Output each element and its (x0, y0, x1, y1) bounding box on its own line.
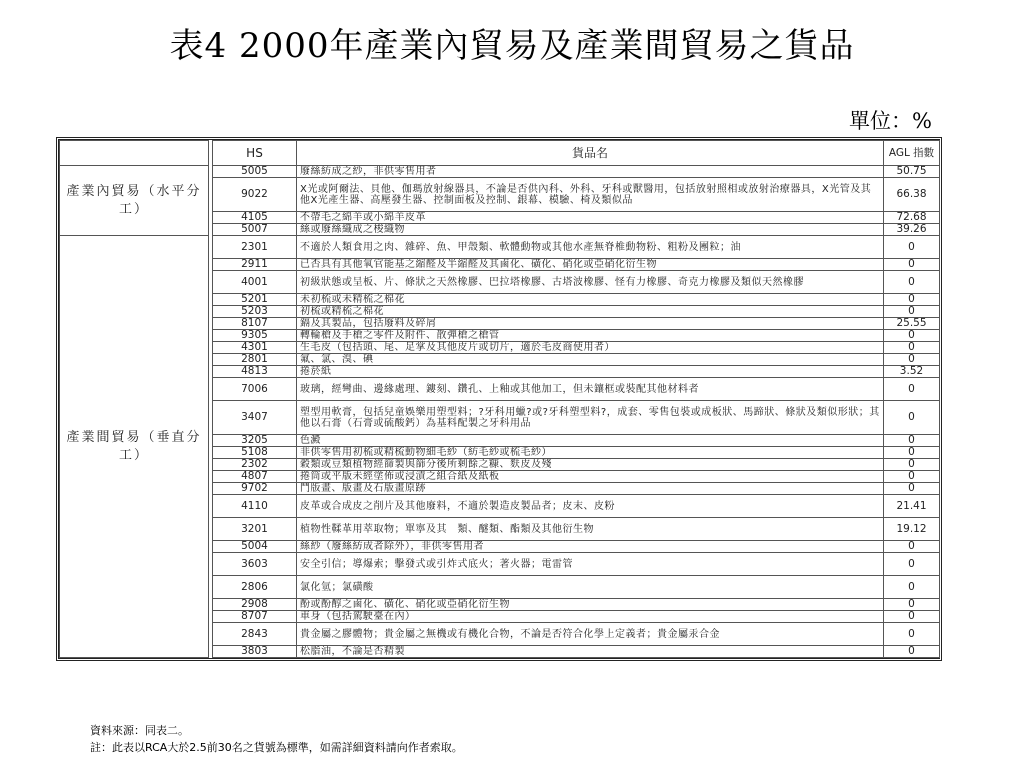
hs-code-cell: 2302 (213, 459, 297, 471)
page-title: 表4 2000年產業內貿易及產業間貿易之貨品 (169, 26, 855, 66)
hs-code-cell: 5108 (213, 447, 297, 459)
hs-code-cell: 7006 (213, 378, 297, 401)
agl-index-cell: 0 (884, 435, 940, 447)
agl-index-cell: 0 (884, 330, 940, 342)
goods-name-cell: 安全引信；導爆索；擊發式或引炸式底火；著火器；電雷管 (297, 553, 884, 576)
agl-index-cell: 0 (884, 342, 940, 354)
hs-code-cell: 5201 (213, 294, 297, 306)
goods-name-cell: 捲筒或平版未經塗佈或浸漬之組合紙及紙板 (297, 471, 884, 483)
agl-index-cell: 0 (884, 611, 940, 623)
table-row (60, 166, 940, 178)
hs-code-cell: 5203 (213, 306, 297, 318)
hs-code-cell: 2843 (213, 623, 297, 646)
hs-code-cell: 2806 (213, 576, 297, 599)
agl-index-cell: 0 (884, 553, 940, 576)
goods-name-cell: 非供零售用初梳或精梳動物細毛紗（紡毛紗或梳毛紗） (297, 447, 884, 459)
agl-index-cell: 50.75 (884, 166, 940, 178)
goods-name-cell: 氯化氫；氯磺酸 (297, 576, 884, 599)
goods-name-cell: 初級狀態或呈板、片、條狀之天然橡膠、巴拉塔橡膠、古塔波橡膠、怪有力橡膠、奇克力橡膠及類似天然橡膠 (297, 271, 884, 294)
hs-code-cell: 5007 (213, 224, 297, 236)
header-hs: HS (213, 141, 297, 166)
hs-code-cell: 3803 (213, 646, 297, 658)
goods-name-cell: 絲或廢絲織成之梭織物 (297, 224, 884, 236)
agl-index-cell: 0 (884, 459, 940, 471)
goods-name-cell: 鬥版畫、版畫及石版畫原跡 (297, 483, 884, 495)
agl-index-cell: 66.38 (884, 178, 940, 212)
hs-code-cell: 4813 (213, 366, 297, 378)
goods-name-cell: 色澱 (297, 435, 884, 447)
source-note: 資料來源：同表二。 (90, 724, 189, 737)
hs-code-cell: 2301 (213, 236, 297, 259)
hs-code-cell: 5004 (213, 541, 297, 553)
agl-index-cell: 0 (884, 541, 940, 553)
goods-name-cell: 轉輪槍及手槍之零件及附件、散彈槍之槍管 (297, 330, 884, 342)
hs-code-cell: 4001 (213, 271, 297, 294)
agl-index-cell: 0 (884, 236, 940, 259)
goods-name-cell: 松脂油，不論是否精製 (297, 646, 884, 658)
agl-index-cell: 0 (884, 471, 940, 483)
hs-code-cell: 4105 (213, 212, 297, 224)
goods-name-cell: 捲菸紙 (297, 366, 884, 378)
hs-code-cell: 2801 (213, 354, 297, 366)
hs-code-cell: 9702 (213, 483, 297, 495)
goods-name-cell: 未初梳或未精梳之棉花 (297, 294, 884, 306)
hs-code-cell: 2908 (213, 599, 297, 611)
hs-code-cell: 8107 (213, 318, 297, 330)
agl-index-cell: 0 (884, 401, 940, 435)
agl-index-cell: 21.41 (884, 495, 940, 518)
hs-code-cell: 5005 (213, 166, 297, 178)
hs-code-cell: 9022 (213, 178, 297, 212)
goods-name-cell: 氟、氯、溴、碘 (297, 354, 884, 366)
goods-name-cell: 酚或酚醇之鹵化、磺化、硝化或亞硝化衍生物 (297, 599, 884, 611)
hs-code-cell: 2911 (213, 259, 297, 271)
goods-name-cell: 不帶毛之綿羊或小綿羊皮革 (297, 212, 884, 224)
remark-note: 註：此表以RCA大於2.5前30名之貨號為標準，如需詳細資料請向作者索取。 (90, 741, 463, 754)
header-agl-index: AGL 指數 (884, 141, 940, 166)
goods-name-cell: 植物性鞣革用萃取物；單寧及其 類、醚類、酯類及其他衍生物 (297, 518, 884, 541)
goods-name-cell: 皮革或合成皮之削片及其他廢料，不適於製造皮製品者；皮末、皮粉 (297, 495, 884, 518)
agl-index-cell: 0 (884, 483, 940, 495)
goods-name-cell: 貴金屬之膠體物；貴金屬之無機或有機化合物，不論是否符合化學上定義者；貴金屬汞合金 (297, 623, 884, 646)
group-label: 產業間貿易（垂直分工） (60, 236, 209, 658)
agl-index-cell: 0 (884, 378, 940, 401)
agl-index-cell: 0 (884, 354, 940, 366)
agl-index-cell: 0 (884, 306, 940, 318)
table-header-row (60, 141, 940, 166)
agl-index-cell: 0 (884, 599, 940, 611)
goods-name-cell: 車身（包括駕駛臺在內） (297, 611, 884, 623)
hs-code-cell: 4807 (213, 471, 297, 483)
goods-name-cell: 廢絲紡成之紗，非供零售用者 (297, 166, 884, 178)
hs-code-cell: 3407 (213, 401, 297, 435)
agl-index-cell: 0 (884, 576, 940, 599)
table-body (60, 166, 940, 658)
hs-code-cell: 4110 (213, 495, 297, 518)
goods-name-cell: 玻璃，經彎曲、邊緣處理、鏤刻、鑽孔、上釉或其他加工，但未鑲框或裝配其他材料者 (297, 378, 884, 401)
goods-name-cell: 不適於人類食用之肉、雜碎、魚、甲殼類、軟體動物或其他水產無脊椎動物粉、粗粉及團粒；油 (297, 236, 884, 259)
agl-index-cell: 19.12 (884, 518, 940, 541)
hs-code-cell: 9305 (213, 330, 297, 342)
goods-name-cell: 初梳或精梳之棉花 (297, 306, 884, 318)
agl-index-cell: 0 (884, 646, 940, 658)
goods-name-cell: 鎘及其製品，包括廢料及碎屑 (297, 318, 884, 330)
goods-name-cell: 已否具有其他氧官能基之縮醛及半縮醛及其鹵化、磺化、硝化或亞硝化衍生物 (297, 259, 884, 271)
hs-code-cell: 3201 (213, 518, 297, 541)
hs-code-cell: 8707 (213, 611, 297, 623)
goods-name-cell: 穀類或豆類植物經篩製與篩分後所剩餘之糠、麩皮及殘 (297, 459, 884, 471)
table-row (60, 236, 940, 259)
agl-index-cell: 0 (884, 271, 940, 294)
agl-index-cell: 0 (884, 259, 940, 271)
header-goods-name: 貨品名 (297, 141, 884, 166)
header-group (60, 141, 209, 166)
hs-code-cell: 4301 (213, 342, 297, 354)
goods-name-cell: X光或阿爾法、貝他、伽瑪放射線器具，不論是否供內科、外科、牙科或獸醫用，包括放射照相或放射治療器具，X光管及其他X光產生器、高壓發生器、控制面板及控制、銀幕、模驗、椅及類似品 (297, 178, 884, 212)
goods-name-cell: 塑型用軟膏，包括兒童娛樂用塑型料；?牙科用蠟?或?牙科塑型料?，成套、零售包裝或成板狀、馬蹄狀、條狀及類似形狀；其他以石膏（石膏或硫酸鈣）為基料配製之牙科用品 (297, 401, 884, 435)
hs-code-cell: 3603 (213, 553, 297, 576)
agl-index-cell: 3.52 (884, 366, 940, 378)
agl-index-cell: 0 (884, 623, 940, 646)
agl-index-cell: 0 (884, 447, 940, 459)
goods-name-cell: 絲紗（廢絲紡成者除外），非供零售用者 (297, 541, 884, 553)
unit-label: 單位：% (849, 109, 932, 133)
footnotes (90, 722, 463, 756)
goods-table (56, 137, 942, 661)
goods-name-cell: 生毛皮（包括頭、尾、足掌及其他皮片或切片，適於毛皮商使用者） (297, 342, 884, 354)
agl-index-cell: 39.26 (884, 224, 940, 236)
agl-index-cell: 0 (884, 294, 940, 306)
hs-code-cell: 3205 (213, 435, 297, 447)
group-label: 產業內貿易（水平分工） (60, 166, 209, 236)
agl-index-cell: 25.55 (884, 318, 940, 330)
agl-index-cell: 72.68 (884, 212, 940, 224)
